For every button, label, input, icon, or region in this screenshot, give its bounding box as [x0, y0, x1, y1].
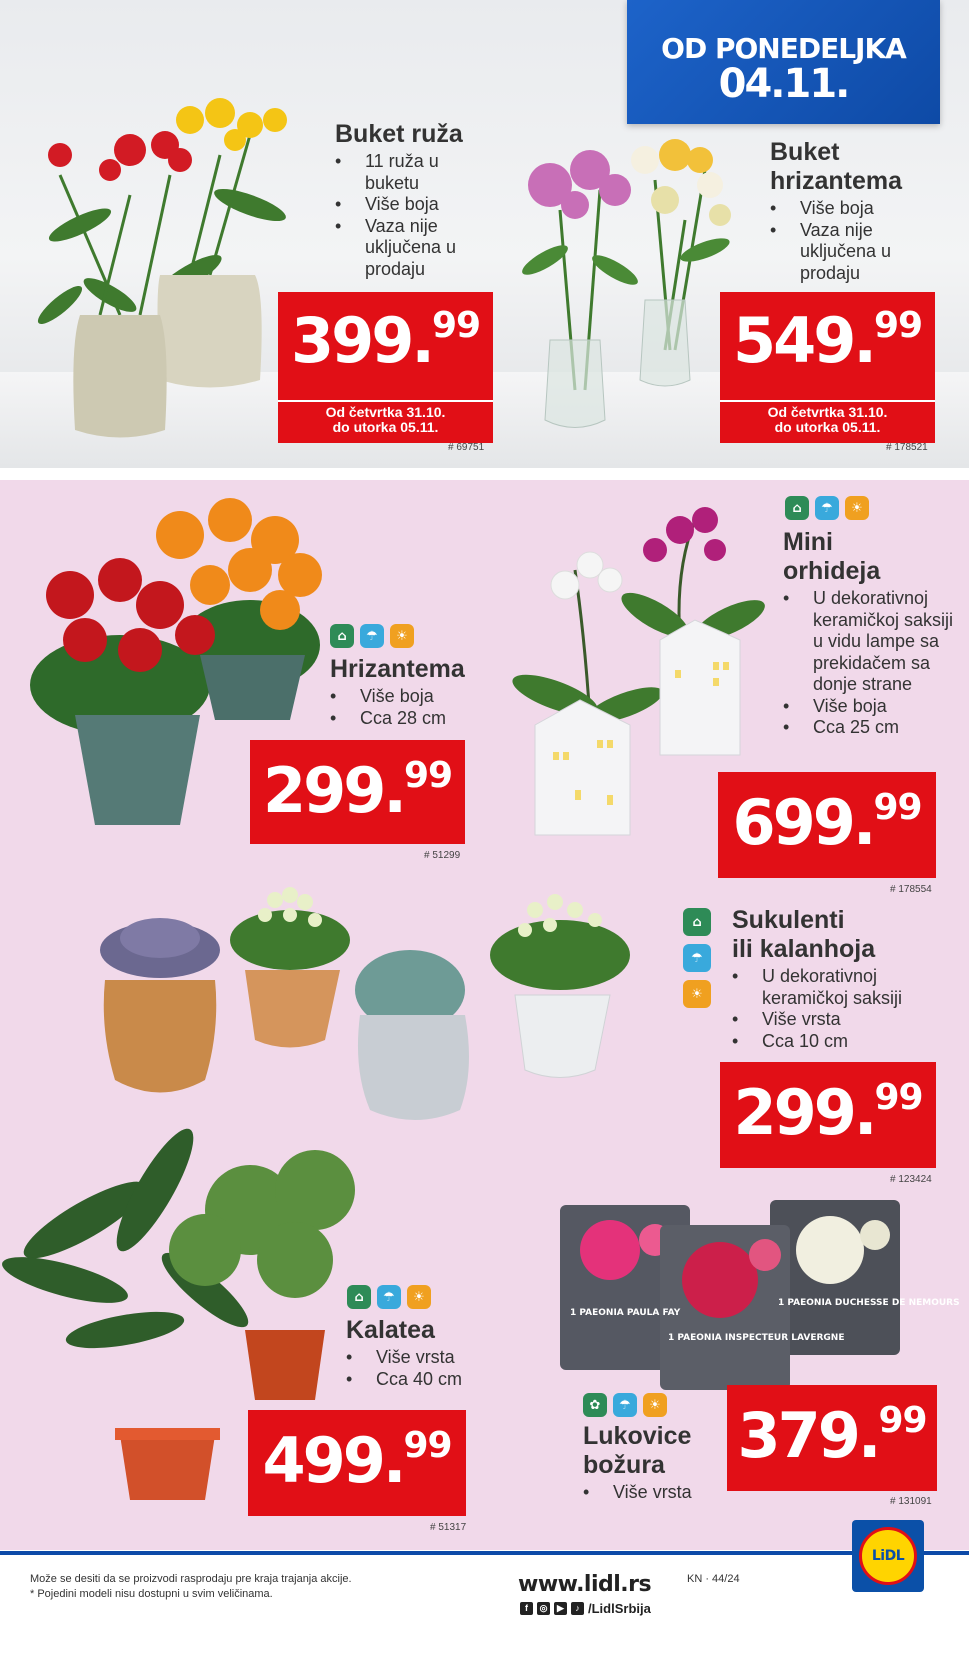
sprout-icon: ✿	[583, 1393, 607, 1417]
product-title: Lukovice božura	[583, 1422, 692, 1479]
price-integer: 399.	[290, 304, 432, 377]
feature-item: • Više boja	[770, 198, 950, 220]
orchid-price-tag	[718, 772, 936, 878]
roses-price-tag	[278, 292, 493, 402]
calathea-text	[346, 1316, 506, 1390]
facebook-icon[interactable]: f	[520, 1602, 533, 1615]
succulents-sku: # 123424	[890, 1174, 932, 1185]
feature-item: • Cca 25 cm	[783, 717, 958, 739]
price-decimal: 99	[431, 305, 481, 346]
validity-line: do utorka 05.11.	[332, 419, 439, 435]
feature-item: • Više boja	[330, 686, 490, 708]
calathea-sku: # 51317	[430, 1522, 467, 1533]
product-title: Buket hrizantema	[770, 138, 902, 195]
peony-bulbs-price-tag	[727, 1385, 937, 1491]
date-banner	[627, 0, 940, 124]
watering-can-icon: ☂	[377, 1285, 401, 1309]
sun-icon: ☀	[683, 980, 711, 1008]
feature-item: • Više vrsta	[583, 1482, 723, 1504]
orchid-text	[783, 528, 958, 739]
sun-icon: ☀	[390, 624, 414, 648]
price-integer: 499.	[262, 1424, 404, 1497]
validity-line: Od četvrtka 31.10.	[325, 404, 446, 420]
feature-item: • Vaza nije uključena u prodaju	[335, 216, 495, 281]
orchid-sku: # 178554	[890, 884, 932, 895]
instagram-icon[interactable]: ◎	[537, 1602, 550, 1615]
price-decimal: 99	[873, 787, 922, 828]
watering-can-icon: ☂	[815, 496, 839, 520]
care-icons	[347, 1285, 431, 1309]
price-decimal: 99	[873, 305, 923, 346]
care-icons	[330, 624, 414, 648]
feature-item: • Cca 10 cm	[732, 1031, 942, 1053]
chrysanthemum-bouquet-validity	[720, 400, 935, 443]
peony-bulbs-text	[583, 1422, 723, 1504]
house-icon: ⌂	[347, 1285, 371, 1309]
logo-text: LiDL	[871, 1548, 905, 1564]
succulents-image	[95, 880, 675, 1140]
peony-bulbs-image	[540, 1195, 960, 1390]
chrysanthemum-sku: # 51299	[424, 850, 461, 861]
peony-bulbs-sku: # 131091	[890, 1496, 932, 1507]
banner-line2: 04.11.	[718, 61, 849, 107]
packaging-label-2: 1 PAEONIA INSPECTEUR LAVERGNE	[668, 1333, 845, 1343]
feature-item: • 11 ruža u buketu	[335, 151, 495, 194]
feature-item: • Cca 40 cm	[346, 1369, 506, 1391]
youtube-icon[interactable]: ▶	[554, 1602, 567, 1615]
product-title: Buket ruža	[335, 120, 463, 148]
care-icons	[785, 496, 869, 520]
website-link[interactable]: www.lidl.rs	[518, 1572, 652, 1597]
calathea-price-tag	[248, 1410, 466, 1516]
feature-list	[732, 966, 942, 1052]
packaging-label-3: 1 PAEONIA DUCHESSE DE NEMOURS	[778, 1298, 960, 1308]
sun-icon: ☀	[845, 496, 869, 520]
feature-list	[583, 1482, 723, 1504]
feature-item: • Više vrsta	[732, 1009, 942, 1031]
validity-line: do utorka 05.11.	[774, 419, 881, 435]
feature-list	[783, 588, 958, 739]
care-icons	[583, 1393, 667, 1417]
feature-item: • U dekorativnoj keramičkoj saksiji u vidu lampe sa prekidačem sa donje strane	[783, 588, 958, 696]
feature-item: • Više boja	[335, 194, 495, 216]
house-icon: ⌂	[683, 908, 711, 936]
price-integer: 379.	[737, 1399, 879, 1472]
social-handle[interactable]: /LidlSrbija	[588, 1601, 651, 1616]
product-title: Kalatea	[346, 1316, 435, 1344]
house-icon: ⌂	[785, 496, 809, 520]
roses-sku: # 69751	[448, 442, 485, 453]
feature-list	[346, 1347, 506, 1390]
price-integer: 699.	[732, 786, 874, 859]
watering-can-icon: ☂	[360, 624, 384, 648]
chrysanthemum-bouquet-sku: # 178521	[886, 442, 928, 453]
sun-icon: ☀	[407, 1285, 431, 1309]
price-decimal: 99	[874, 1077, 923, 1118]
catalog-code: KN · 44/24	[687, 1573, 740, 1585]
product-title: Mini orhideja	[783, 528, 881, 585]
roses-validity	[278, 400, 493, 443]
disclaimer-line: * Pojedini modeli nisu dostupni u svim veličinama.	[30, 1588, 273, 1600]
social-links	[520, 1601, 651, 1616]
sun-icon: ☀	[643, 1393, 667, 1417]
chrysanthemum-text	[330, 655, 490, 729]
succulents-text	[732, 906, 942, 1052]
roses-text	[335, 120, 495, 280]
footer-disclaimer	[30, 1572, 352, 1602]
feature-item: • Više vrsta	[346, 1347, 506, 1369]
house-icon: ⌂	[330, 624, 354, 648]
price-decimal: 99	[878, 1400, 927, 1441]
price-integer: 549.	[732, 304, 874, 377]
validity-line: Od četvrtka 31.10.	[767, 404, 888, 420]
feature-list	[330, 686, 490, 729]
chrysanthemum-price-tag	[250, 740, 465, 844]
feature-item: • Više boja	[783, 696, 958, 718]
feature-list	[335, 151, 495, 280]
banner-line1: OD PONEDELJKA	[661, 32, 906, 65]
watering-can-icon: ☂	[683, 944, 711, 972]
watering-can-icon: ☂	[613, 1393, 637, 1417]
feature-item: • Vaza nije uključena u prodaju	[770, 220, 950, 285]
product-title: Hrizantema	[330, 655, 465, 683]
chrysanthemum-bouquet-text	[770, 138, 950, 284]
succulents-price-tag	[720, 1062, 936, 1168]
footer-divider	[0, 1551, 969, 1555]
product-title: Sukulenti ili kalanhoja	[732, 906, 876, 963]
lidl-logo	[852, 1520, 924, 1592]
disclaimer-line: Može se desiti da se proizvodi rasprodaju pre kraja trajanja akcije.	[30, 1573, 352, 1585]
price-decimal: 99	[403, 1425, 452, 1466]
tiktok-icon[interactable]: ♪	[571, 1602, 584, 1615]
packaging-label-1: 1 PAEONIA PAULA FAY	[570, 1308, 681, 1318]
care-icons	[683, 908, 711, 1008]
chrysanthemum-bouquet-price-tag	[720, 292, 935, 402]
feature-item: • U dekorativnoj keramičkoj saksiji	[732, 966, 942, 1009]
price-integer: 299.	[733, 1076, 875, 1149]
price-integer: 299.	[262, 754, 404, 827]
feature-item: • Cca 28 cm	[330, 708, 490, 730]
price-decimal: 99	[403, 755, 453, 796]
feature-list	[770, 198, 950, 284]
